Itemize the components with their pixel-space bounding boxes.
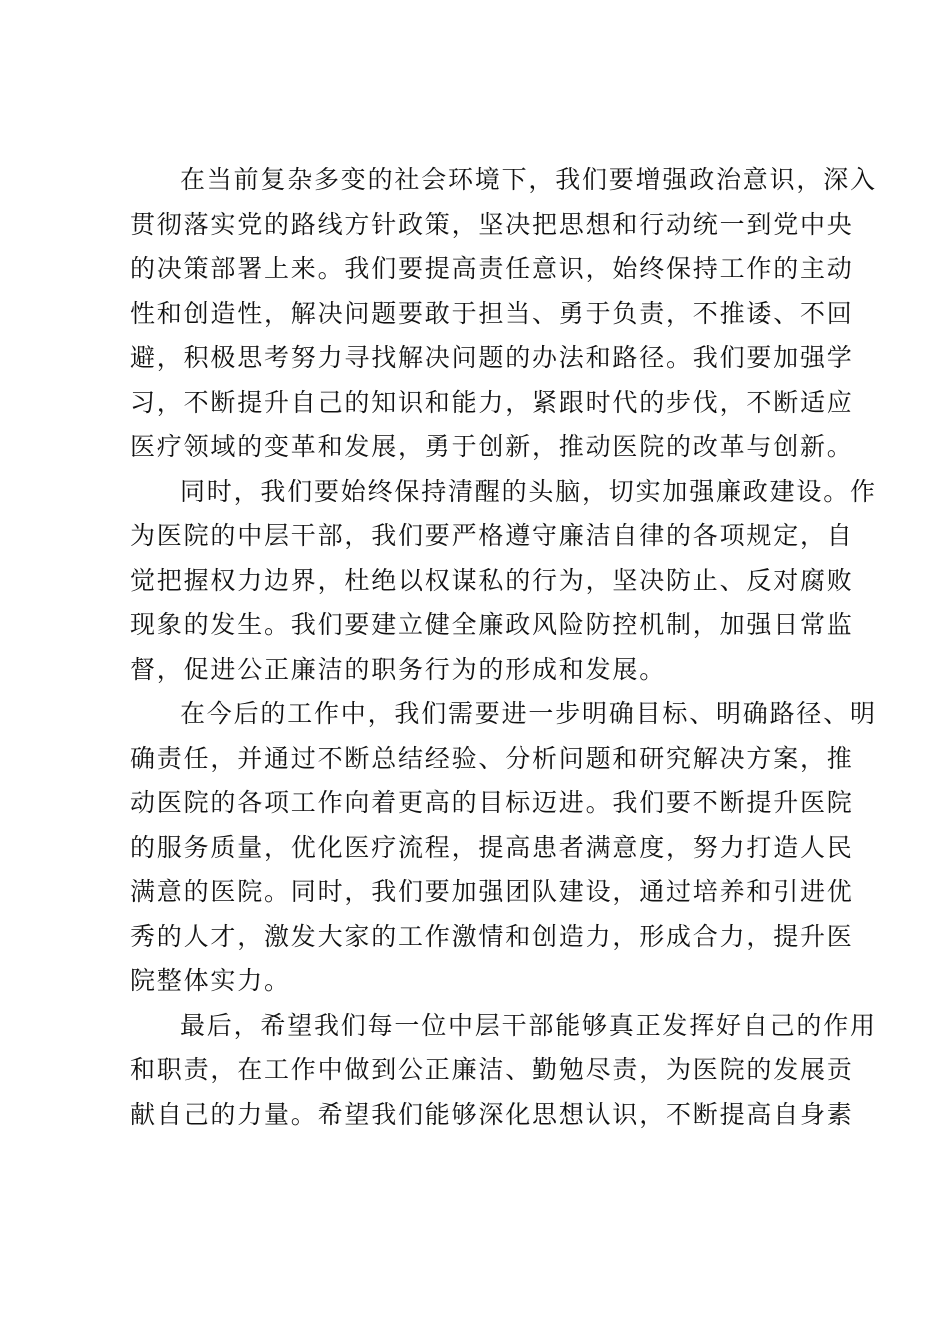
document-page [130, 158, 877, 1137]
text-line: 献自己的力量。希望我们能够深化思想认识，不断提高自身素 [130, 1099, 854, 1129]
text-line: 性和创造性，解决问题要敢于担当、勇于负责，不推诿、不回 [130, 298, 854, 328]
paragraph-future-work [130, 692, 877, 1004]
text-line: 在当前复杂多变的社会环境下，我们要增强政治意识，深入 [180, 165, 877, 194]
text-line: 在今后的工作中，我们需要进一步明确目标、明确路径、明 [180, 699, 877, 728]
paragraph-integrity-building [130, 470, 877, 693]
text-line: 习，不断提升自己的知识和能力，紧跟时代的步伐，不断适应 [130, 387, 854, 417]
text-line: 动医院的各项工作向着更高的目标迈进。我们要不断提升医院 [130, 788, 854, 817]
paragraph-closing-hopes [130, 1004, 877, 1138]
text-line: 满意的医院。同时，我们要加强团队建设，通过培养和引进优 [130, 877, 854, 906]
text-line: 贯彻落实党的路线方针政策，坚决把思想和行动统一到党中央 [130, 209, 854, 239]
text-line: 避，积极思考努力寻找解决问题的办法和路径。我们要加强学 [130, 343, 854, 372]
text-line: 同时，我们要始终保持清醒的头脑，切实加强廉政建设。作 [180, 476, 877, 506]
text-line: 最后，希望我们每一位中层干部能够真正发挥好自己的作用 [180, 1010, 877, 1040]
text-line: 觉把握权力边界，杜绝以权谋私的行为，坚决防止、反对腐败 [130, 565, 854, 595]
paragraph-political-awareness [130, 158, 877, 470]
text-line: 医疗领域的变革和发展，勇于创新，推动医院的改革与创新。 [130, 432, 854, 461]
text-line: 的决策部署上来。我们要提高责任意识，始终保持工作的主动 [130, 254, 854, 283]
text-line: 院整体实力。 [130, 966, 291, 995]
text-line: 和职责，在工作中做到公正廉洁、勤勉尽责，为医院的发展贡 [130, 1055, 854, 1084]
text-line: 确责任，并通过不断总结经验、分析问题和研究解决方案，推 [130, 743, 854, 773]
text-line: 秀的人才，激发大家的工作激情和创造力，形成合力，提升医 [130, 921, 854, 951]
text-line: 督，促进公正廉洁的职务行为的形成和发展。 [130, 654, 667, 684]
text-line: 的服务质量，优化医疗流程，提高患者满意度，努力打造人民 [130, 832, 854, 862]
text-line: 现象的发生。我们要建立健全廉政风险防控机制，加强日常监 [130, 610, 854, 639]
text-line: 为医院的中层干部，我们要严格遵守廉洁自律的各项规定，自 [130, 521, 854, 550]
